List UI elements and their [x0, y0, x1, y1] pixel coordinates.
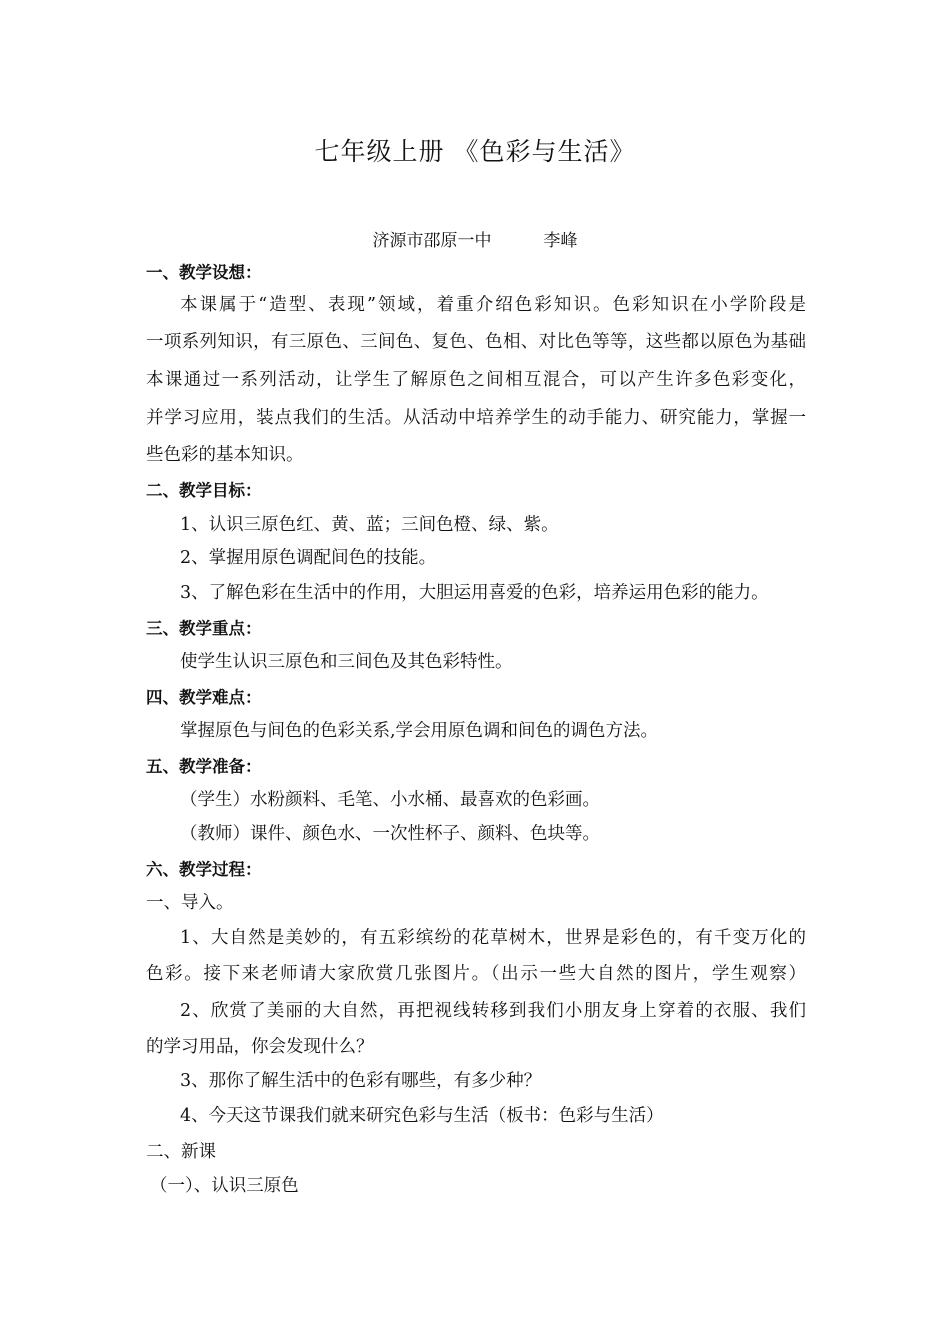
- section-heading-process: 六、教学过程：: [146, 860, 262, 879]
- author-line: [0, 226, 950, 251]
- section-heading-objectives: 二、教学目标：: [146, 481, 262, 500]
- section-heading-design: 一、教学设想：: [146, 263, 262, 282]
- paragraph-line: 些色彩的基本知识。: [146, 445, 304, 465]
- subsection-heading: 二、新课: [146, 1142, 216, 1162]
- paragraph-line: 本课属于“造型、表现”领域，着重介绍色彩知识。色彩知识在小学阶段是: [180, 295, 806, 315]
- school-name: 济源市邵原一中: [372, 231, 492, 251]
- subsection-heading: （一）、认识三原色: [150, 1176, 299, 1196]
- list-item: 3、了解色彩在生活中的作用，大胆运用喜爱的色彩，培养运用色彩的能力。: [180, 583, 769, 603]
- paragraph-line: 2、欣赏了美丽的大自然，再把视线转移到我们小朋友身上穿着的衣服、我们: [180, 1001, 806, 1021]
- paragraph-line: 掌握原色与间色的色彩关系,学会用原色调和间色的调色方法。: [180, 721, 659, 741]
- paragraph-line: 本课通过一系列活动，让学生了解原色之间相互混合，可以产生许多色彩变化，: [146, 370, 806, 390]
- list-item: 2、掌握用原色调配间色的技能。: [180, 548, 437, 568]
- author-name: 李峰: [543, 231, 578, 251]
- paragraph-line: 使学生认识三原色和三间色及其色彩特性。: [180, 652, 513, 672]
- page-title: 七年级上册 《色彩与生活》: [314, 137, 636, 166]
- section-heading-key-points: 三、教学重点：: [146, 619, 262, 638]
- paragraph-line: 一项系列知识，有三原色、三间色、复色、色相、对比色等等，这些都以原色为基础: [146, 332, 806, 352]
- paragraph-line: 的学习用品，你会发现什么？: [146, 1037, 374, 1057]
- paragraph-line: 色彩。接下来老师请大家欣赏几张图片。（出示一些大自然的图片，学生观察）: [146, 964, 806, 984]
- section-heading-difficulties: 四、教学难点：: [146, 688, 262, 707]
- section-heading-preparation: 五、教学准备：: [146, 757, 262, 776]
- paragraph-line: 4、今天这节课我们就来研究色彩与生活（板书：色彩与生活）: [180, 1106, 664, 1126]
- list-item: （教师）课件、颜色水、一次性杯子、颜料、色块等。: [180, 824, 600, 844]
- list-item: 1、认识三原色红、黄、蓝；三间色橙、绿、紫。: [180, 515, 559, 535]
- paragraph-line: 1、大自然是美妙的，有五彩缤纷的花草树木，世界是彩色的，有千变万化的: [180, 928, 806, 948]
- paragraph-line: 3、那你了解生活中的色彩有哪些，有多少种？: [180, 1071, 542, 1091]
- list-item: （学生）水粉颜料、毛笔、小水桶、最喜欢的色彩画。: [180, 790, 600, 810]
- subsection-heading: 一、导入。: [146, 893, 234, 913]
- paragraph-line: 并学习应用，装点我们的生活。从活动中培养学生的动手能力、研究能力，掌握一: [146, 408, 806, 428]
